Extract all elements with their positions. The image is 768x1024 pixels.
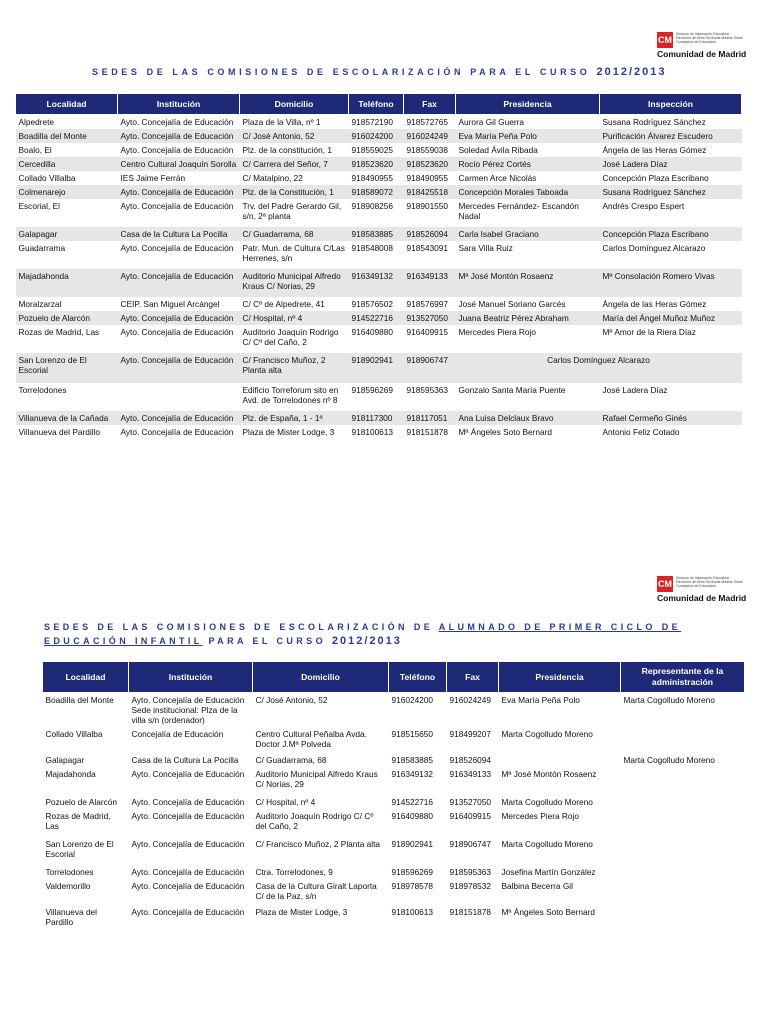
- table-cell: 918596269: [389, 865, 447, 879]
- table-cell: Concepción Plaza Escribano: [600, 227, 742, 241]
- table-cell: Ayto. Concejalía de Educación: [118, 185, 240, 199]
- section2-year: 2012/2013: [331, 635, 402, 647]
- table-cell: Carlos Domínguez Alcarazo: [602, 243, 706, 253]
- table-cell: C/ Cº de Alpedrete, 41: [242, 299, 325, 309]
- table-cell: Pozuelo de Alarcón: [43, 795, 129, 809]
- logo-mark-icon: CM: [657, 32, 673, 48]
- table-cell: Carla Isabel Graciano: [456, 227, 600, 241]
- table-cell: Moralzarzal: [18, 299, 62, 309]
- table-cell: José Ladera Díaz: [602, 385, 668, 395]
- table-row: [16, 129, 742, 143]
- column-header: Presidencia: [456, 94, 600, 115]
- logo-name: Comunidad de Madrid: [657, 593, 747, 603]
- table-cell: 918559025: [351, 145, 394, 155]
- table-cell: 918589072: [349, 185, 404, 199]
- table-cell: Mercedes Piera Rojo: [458, 327, 536, 337]
- table-cell: Edificio Torreforum sito en Avd. de Torrelodones nº 8: [242, 385, 339, 405]
- table-row: [16, 425, 742, 439]
- table-cell: Ayto. Concejalía de Educación: [129, 865, 253, 879]
- table-cell: 916024249: [404, 129, 456, 143]
- table-cell: 918583885: [389, 753, 447, 767]
- table-cell: 918978532: [447, 879, 499, 905]
- table-cell: [621, 767, 745, 795]
- table-cell: 916409880: [351, 327, 394, 337]
- table-row: [16, 199, 742, 227]
- column-header: Fax: [447, 662, 499, 693]
- table-cell: Ayto. Concejalía de Educación: [129, 795, 253, 809]
- table-cell: Centro Cultural Peñalba Avda. Doctor J.Mª Polveda: [253, 727, 389, 753]
- table-cell: Plaza de Mister Lodge, 3: [253, 905, 389, 929]
- table-cell: C/ Guadarrama, 68: [253, 753, 389, 767]
- column-header: Institución: [118, 94, 240, 115]
- table-cell: 918526094: [404, 227, 456, 241]
- logo-line: Dirección de Área Territorial Madrid-Oeste: [676, 580, 744, 585]
- table-cell: [621, 809, 745, 837]
- table-cell: Ángela de las Heras Gómez: [602, 145, 707, 155]
- table-cell: Plaza de Mister Lodge, 3: [242, 427, 335, 437]
- table-cell: 918901550: [406, 201, 449, 211]
- table-cell: 916024200: [389, 693, 447, 728]
- table-cell: 918576502: [351, 299, 394, 309]
- table-cell: C/ Carrera del Señor, 7: [240, 157, 349, 171]
- table-cell: 918499207: [447, 727, 499, 753]
- table-row: [43, 837, 745, 865]
- comunidad-madrid-logo-2: [657, 576, 746, 603]
- table-cell: Boalo, El: [18, 145, 52, 155]
- table-cell: Josefina Martín González: [499, 865, 621, 879]
- column-header: Representante de la administración: [621, 662, 745, 693]
- table-cell: Ayto. Concejalía de Educación: [120, 145, 234, 155]
- table-row: [16, 353, 742, 383]
- table-cell: 918515650: [389, 727, 447, 753]
- table-cell: San Lorenzo de El Escorial: [16, 353, 118, 383]
- table-cell: Casa de la Cultura La Pocilla: [118, 227, 240, 241]
- table-cell: Valdemorillo: [43, 879, 129, 905]
- table-cell: Centro Cultural Joaquín Sorolla: [118, 157, 240, 171]
- table-cell: Auditorio Joaquín Rodrigo C/ Cº del Caño, 2: [242, 327, 339, 347]
- table-row: [16, 269, 742, 297]
- table-cell: 916409880: [389, 809, 447, 837]
- table-row: [43, 727, 745, 753]
- table-cell: Colmenarejo: [16, 185, 118, 199]
- table-row: [43, 767, 745, 795]
- table-cell: Antonio Feliz Cotado: [602, 427, 680, 437]
- table-cell: C/ Guadarrama, 68: [240, 227, 349, 241]
- table-cell: Plz. de España, 1 - 1ª: [240, 411, 349, 425]
- column-header: Domicilio: [240, 94, 349, 115]
- table-cell: Collado Villalba: [18, 173, 76, 183]
- table-cell: Villanueva del Pardillo: [18, 427, 100, 437]
- table-cell: Boadilla del Monte: [43, 693, 129, 728]
- table-cell: Ayto. Concejalía de Educación: [129, 879, 253, 905]
- table-cell: San Lorenzo de El Escorial: [43, 837, 129, 865]
- column-header: Localidad: [43, 662, 129, 693]
- table-cell: 918583885: [349, 227, 404, 241]
- table-cell: 918572765: [406, 117, 449, 127]
- table-cell: 918559038: [406, 145, 449, 155]
- table-cell: Ana Luisa Delclaux Bravo: [456, 411, 600, 425]
- table-row: [43, 809, 745, 837]
- table-cell: 918906747: [404, 353, 456, 383]
- table-cell: Eva María Peña Polo: [499, 693, 621, 728]
- column-header: Institución: [129, 662, 253, 693]
- column-header: Teléfono: [349, 94, 404, 115]
- table-cell: 918490955: [406, 173, 449, 183]
- section2-title-b: PARA EL CURSO: [202, 636, 332, 646]
- section1-title: [92, 66, 666, 78]
- table-cell: Ayto. Concejalía de Educación: [129, 767, 253, 795]
- table-cell: Rozas de Madrid, Las: [18, 327, 100, 337]
- table-row: [43, 795, 745, 809]
- table-cell: C/ José Antonio, 52: [253, 693, 389, 728]
- table-row: [43, 879, 745, 905]
- logo-line: Consejería de Educación: [676, 40, 717, 45]
- table-cell: Majadahonda: [43, 767, 129, 795]
- table-cell: Mª Amor de la Riera Díaz: [602, 327, 696, 337]
- table-cell: 918490955: [351, 173, 394, 183]
- table-cell: Ayto. Concejalía de Educación: [118, 353, 240, 383]
- table-cell: Mercedes Piera Rojo: [499, 809, 621, 837]
- table-cell: Carlos Domínguez Alcarazo: [456, 353, 742, 383]
- table-cell: Mª José Montón Rosaenz: [499, 767, 621, 795]
- table-row: [16, 411, 742, 425]
- table-cell: 918906747: [447, 837, 499, 865]
- table-cell: 916024200: [349, 129, 404, 143]
- table-cell: 913527050: [447, 795, 499, 809]
- table-cell: Ayto. Concejalía de Educación: [129, 809, 253, 837]
- table-cell: 916349132: [349, 269, 404, 297]
- table-cell: José Ladera Díaz: [600, 157, 742, 171]
- table-cell: 918523620: [349, 157, 404, 171]
- table-row: [43, 693, 745, 728]
- table-cell: Marta Cogolludo Moreno: [621, 753, 745, 767]
- infant-commissions-table: [42, 661, 745, 929]
- table-cell: Galapagar: [43, 753, 129, 767]
- column-header: Fax: [404, 94, 456, 115]
- table-cell: Mª José Montón Rosaenz: [456, 269, 600, 297]
- table-cell: 918100613: [351, 427, 394, 437]
- table-cell: Guadarrama: [18, 243, 66, 253]
- table-cell: Ayto. Concejalía de Educación Sede institucional: Plza de la villa s/n (ordenador): [129, 693, 253, 728]
- table-cell: Ayto. Concejalía de Educación: [129, 837, 253, 865]
- table-row: [16, 115, 742, 130]
- table-cell: Trv. del Padre Gerardo Gil, s/n, 2ª planta: [242, 201, 342, 221]
- table-cell: [621, 837, 745, 865]
- table-row: [16, 227, 742, 241]
- table-cell: Auditorio Municipal Alfredo Kraus C/ Norias, 29: [253, 767, 389, 795]
- table-row: [16, 325, 742, 353]
- table-row: [16, 185, 742, 199]
- section1-title-text: SEDES DE LAS COMISIONES DE ESCOLARIZACIÓN PARA EL CURSO: [92, 67, 591, 77]
- table-cell: 914522716: [349, 311, 404, 325]
- column-header: Localidad: [16, 94, 118, 115]
- table-cell: [621, 879, 745, 905]
- column-header: Presidencia: [499, 662, 621, 693]
- table-cell: 918425518: [404, 185, 456, 199]
- column-header: Inspección: [600, 94, 742, 115]
- table-cell: Cercedilla: [16, 157, 118, 171]
- table-cell: 918978578: [389, 879, 447, 905]
- table-cell: Ayto. Concejalía de Educación: [120, 427, 234, 437]
- table-cell: Ángela de las Heras Gómez: [602, 299, 707, 309]
- table-cell: Majadahonda: [16, 269, 118, 297]
- table-cell: CEIP. San Miguel Arcángel: [120, 299, 220, 309]
- table-row: [16, 241, 742, 269]
- table-cell: [499, 753, 621, 767]
- table-cell: Mª Ángeles Soto Bernard: [458, 427, 552, 437]
- table-cell: Ayto. Concejalía de Educación: [118, 269, 240, 297]
- table-row: [16, 171, 742, 185]
- table-cell: Torrelodones: [43, 865, 129, 879]
- table-cell: 918117300: [349, 411, 404, 425]
- section2-title-a: SEDES DE LAS COMISIONES DE ESCOLARIZACIÓN DE: [44, 622, 439, 632]
- table-cell: Escorial, El: [18, 201, 60, 211]
- table-row: [16, 157, 742, 171]
- table-cell: 916409915: [406, 327, 449, 337]
- logo-line: Servicio de Inspección Educativa: [676, 32, 729, 36]
- table-cell: Ayto. Concejalía de Educación: [118, 311, 240, 325]
- table-cell: Rozas de Madrid, Las: [43, 809, 129, 837]
- table-cell: Eva María Peña Polo: [456, 129, 600, 143]
- table-row: [16, 297, 742, 311]
- table-cell: C/ Matalpino, 22: [242, 173, 303, 183]
- table-cell: Casa de la Cultura Giralt Laporta C/ de la Paz, s/n: [253, 879, 389, 905]
- table-cell: 918576997: [406, 299, 449, 309]
- table-cell: Ayto. Concejalía de Educación: [120, 327, 234, 337]
- table-cell: Carmen Arce Nicolás: [458, 173, 537, 183]
- table-row: [43, 865, 745, 879]
- table-cell: 918526094: [447, 753, 499, 767]
- table-cell: Concejalía de Educación: [129, 727, 253, 753]
- table-cell: 916409915: [447, 809, 499, 837]
- table-cell: Mª Ángeles Soto Bernard: [499, 905, 621, 929]
- table-cell: Rocío Pérez Cortés: [456, 157, 600, 171]
- table-cell: Mercedes Fernández- Escandón Nadal: [458, 201, 579, 221]
- table-cell: 914522716: [389, 795, 447, 809]
- table-cell: Susana Rodríguez Sánchez: [602, 117, 706, 127]
- table-cell: 918596269: [351, 385, 394, 395]
- table-cell: Marta Cogolludo Moreno: [499, 837, 621, 865]
- table-cell: Ctra. Torrelodones, 9: [253, 865, 389, 879]
- table-cell: 918572190: [351, 117, 394, 127]
- table-cell: 918902941: [349, 353, 404, 383]
- table-cell: Mª Consolación Romero Vivas: [600, 269, 742, 297]
- table-cell: 918100613: [389, 905, 447, 929]
- table-cell: Ayto. Concejalía de Educación: [129, 905, 253, 929]
- section1-year: 2012/2013: [596, 66, 667, 78]
- table-cell: Auditorio Municipal Alfredo Kraus C/ Norias, 29: [240, 269, 349, 297]
- table-cell: Gonzalo Santa María Puente: [458, 385, 566, 395]
- table-cell: Ayto. Concejalía de Educación: [120, 243, 234, 253]
- table-cell: [621, 905, 745, 929]
- table-cell: Concepción Plaza Escribano: [602, 173, 709, 183]
- table-cell: 918595363: [447, 865, 499, 879]
- table-cell: C/ Hospital, nº 4: [240, 311, 349, 325]
- table-cell: Rafael Cermeño Ginés: [600, 411, 742, 425]
- table-cell: Boadilla del Monte: [16, 129, 118, 143]
- table-cell: José Manuel Soriano Garcés: [458, 299, 566, 309]
- comunidad-madrid-logo: [657, 32, 746, 59]
- table-cell: Ayto. Concejalía de Educación: [120, 201, 234, 211]
- table-cell: 918117051: [404, 411, 456, 425]
- table-cell: 918151878: [406, 427, 449, 437]
- logo-line: Consejería de Educación: [676, 584, 717, 589]
- table-cell: Ayto. Concejalía de Educación: [118, 411, 240, 425]
- table-cell: 918908256: [351, 201, 394, 211]
- table-cell: Villanueva de la Cañada: [16, 411, 118, 425]
- table-cell: 913527050: [404, 311, 456, 325]
- table-cell: 918543091: [406, 243, 449, 253]
- table-cell: Villanueva del Pardillo: [43, 905, 129, 929]
- table-cell: Ayto. Concejalía de Educación: [120, 117, 234, 127]
- table-cell: 918548008: [351, 243, 394, 253]
- commissions-table: [15, 93, 742, 439]
- table-cell: Purificación Álvarez Escudero: [600, 129, 742, 143]
- table-cell: Marta Cogolludo Moreno: [621, 693, 745, 728]
- table-cell: Casa de la Cultura La Pocilla: [129, 753, 253, 767]
- column-header: Teléfono: [389, 662, 447, 693]
- table-cell: Collado Villalba: [43, 727, 129, 753]
- section2-title-underlined: ALUMNADO DE PRIMER CICLO DE EDUCACIÓN INFANTIL: [44, 622, 682, 646]
- table-cell: Andrés Crespo Espert: [602, 201, 685, 211]
- table-cell: Plz. de la Constitución, 1: [240, 185, 349, 199]
- table-cell: Pozuelo de Alarcón: [16, 311, 118, 325]
- table-cell: Marta Cogolludo Moreno: [499, 727, 621, 753]
- table-cell: Galapagar: [16, 227, 118, 241]
- table-row: [16, 143, 742, 157]
- table-cell: Patr. Mun. de Cultura C/Las Herrenes, s/n: [242, 243, 345, 263]
- table-row: [43, 905, 745, 929]
- table-cell: IES Jaime Ferrán: [120, 173, 186, 183]
- table-cell: 918595363: [406, 385, 449, 395]
- table-cell: C/ Francisco Muñoz, 2 Planta alta: [253, 837, 389, 865]
- table-cell: Ayto. Concejalía de Educación: [118, 129, 240, 143]
- logo-name: Comunidad de Madrid: [657, 49, 747, 59]
- table-cell: [621, 865, 745, 879]
- table-cell: María del Ángel Muñoz Muñoz: [600, 311, 742, 325]
- table-cell: Auditorio Joaquín Rodrigo C/ Cº del Caño, 2: [253, 809, 389, 837]
- table-cell: Balbina Becerra Gil: [499, 879, 621, 905]
- section2-title: [44, 620, 750, 648]
- table-cell: Sara Villa Ruiz: [458, 243, 513, 253]
- table-cell: 918151878: [447, 905, 499, 929]
- table-cell: [118, 383, 240, 411]
- table-row: [43, 753, 745, 767]
- logo-mark-icon: CM: [657, 576, 673, 592]
- table-cell: Torrelodones: [18, 385, 67, 395]
- table-cell: 916349132: [389, 767, 447, 795]
- table-cell: Plaza de la Villa, nº 1: [242, 117, 321, 127]
- table-cell: Susana Rodríguez Sánchez: [600, 185, 742, 199]
- table-cell: Alpedrete: [18, 117, 55, 127]
- table-cell: 916349133: [447, 767, 499, 795]
- table-cell: Concepción Morales Taboada: [456, 185, 600, 199]
- table-cell: 916024249: [447, 693, 499, 728]
- table-cell: Soledad Ávila Ribada: [458, 145, 538, 155]
- table-cell: Juana Beatriz Pérez Abraham: [456, 311, 600, 325]
- table-cell: Plz. de la constitución, 1: [242, 145, 332, 155]
- logo-line: Servicio de Inspección Educativa: [676, 576, 729, 580]
- table-cell: Marta Cogolludo Moreno: [499, 795, 621, 809]
- table-cell: 918902941: [389, 837, 447, 865]
- table-row: [16, 383, 742, 411]
- table-cell: 916349133: [404, 269, 456, 297]
- table-cell: C/ José Antonio, 52: [240, 129, 349, 143]
- table-cell: [621, 727, 745, 753]
- table-cell: Aurora Gil Guerra: [458, 117, 524, 127]
- table-cell: 918523620: [404, 157, 456, 171]
- table-cell: [621, 795, 745, 809]
- table-row: [16, 311, 742, 325]
- table-cell: C/ Francisco Muñoz, 2 Planta alta: [240, 353, 349, 383]
- column-header: Domicilio: [253, 662, 389, 693]
- logo-line: Dirección de Área Territorial Madrid-Oeste: [676, 36, 744, 41]
- table-cell: C/ Hospital, nº 4: [253, 795, 389, 809]
